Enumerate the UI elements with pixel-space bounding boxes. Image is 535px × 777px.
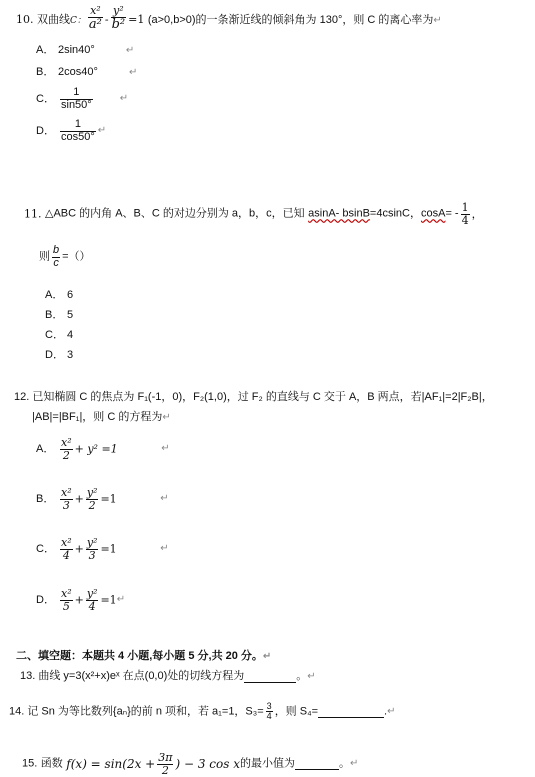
paragraph-mark-icon: ↵ [119, 93, 129, 105]
q14-number: 14. [9, 705, 25, 718]
q12-line1: 12. 已知椭圆 C 的焦点为 F₁(-1，0)，F₂(1,0)，过 F₂ 的直线与 C 交于 A，B 两点，若|AF₁|=2|F₂B|， [14, 391, 493, 403]
paragraph-mark-icon: ↵ [160, 493, 169, 505]
q10-eq: =1 [128, 13, 145, 27]
q14-stem: 14. 记 Sn 为等比数列{aₙ}的前 n 项和，若 a₁=1，S₃= $\frac{3}{4}$ ，则 S₄= .↵ [9, 701, 396, 722]
q13-number: 13. [20, 670, 36, 682]
paragraph-mark-icon: ↵ [162, 412, 171, 423]
paragraph-mark-icon: ↵ [97, 125, 107, 137]
q11-option-a: A． 6 [45, 289, 74, 301]
q11-option-c: C． 4 [45, 329, 74, 341]
q12-option-d: D． $\frac{\text{x²}}{5}$ + $\frac{\text{y²}}{4}$ =1↵ [36, 587, 126, 613]
q10-option-d: D． $\frac{1}{\cos 50^\circ}$ ↵ [36, 118, 107, 143]
q10-number: 10. [16, 13, 34, 27]
q11-option-b: B． 5 [45, 309, 74, 321]
section2-heading: 二、填空题：本题共 4 小题,每小题 5 分,共 20 分。↵ [16, 650, 272, 662]
q15-answer-blank[interactable] [295, 758, 339, 770]
q10-option-c: C． $\frac{1}{\sin 50^\circ}$ ↵ [36, 86, 129, 111]
paragraph-mark-icon: ↵ [125, 45, 135, 56]
q13-answer-blank[interactable] [244, 671, 296, 683]
q15-number: 15. [22, 757, 38, 770]
q11-number: 11. [24, 207, 42, 221]
q12-option-a: A． $\frac{\text{x²}}{2}$ + y² =1 ↵ [36, 436, 170, 462]
paragraph-mark-icon: ↵ [262, 651, 272, 662]
q11-stem: 11. △ABC 的内角 A、B、C 的对边分别为 a，b，c，已知 asinA- bsinB=4csinC，cosA= - $\frac{1}{4}$ ， [24, 201, 483, 227]
q10-c-label: C： [70, 16, 86, 27]
paragraph-mark-icon: ↵ [116, 594, 126, 606]
q10-cond: (a>0,b>0)的一条渐近线的倾斜角为 130°，则 C 的离心率为 [147, 14, 434, 27]
paragraph-mark-icon: ↵ [161, 443, 170, 455]
q13-stem: 13. 曲线 y=3(x²+x)eˣ 在点(0,0)处的切线方程为 。↵ [20, 670, 316, 682]
paragraph-mark-icon: ↵ [160, 543, 169, 555]
q11-line2: 则 $\frac{b}{c}$ =（） [39, 244, 91, 269]
paragraph-mark-icon: ↵ [349, 758, 359, 770]
paragraph-mark-icon: ↵ [387, 705, 396, 717]
q10-stem: 10. 双曲线C： $\frac{\text{x²}}{\text{a²}}$ - $\frac{\text{y²}}{\text{b²}}$ =1 (a>0,b>0)的一条渐近线的倾斜角为 130°，则 C 的离心率为↵ [16, 4, 442, 32]
q10-frac-x: $\frac{\text{x²}}{\text{a²}}$ [88, 4, 102, 32]
q12-option-b: B． $\frac{\text{x²}}{3}$ + $\frac{\text{y²}}{2}$ =1 ↵ [36, 486, 169, 512]
paragraph-mark-icon: ↵ [307, 671, 316, 682]
paragraph-mark-icon: ↵ [128, 67, 138, 78]
q12-number: 12. [14, 391, 30, 403]
q11-option-d: D． 3 [45, 349, 74, 361]
q10-option-a: A． 2sin40° ↵ [36, 44, 135, 56]
paragraph-mark-icon: ↵ [433, 15, 442, 27]
q15-stem: 15. 函数 f(x) = sin(2x + $\frac{3\pi}{2}$ ) − 3 cos x的最小值为 。↵ [22, 751, 359, 777]
q10-option-b: B． 2cos40° ↵ [36, 66, 138, 78]
q10-frac-y: $\frac{\text{y²}}{\text{b²}}$ [111, 4, 126, 32]
q12-option-c: C． $\frac{\text{x²}}{4}$ + $\frac{\text{y²}}{3}$ =1 ↵ [36, 536, 169, 562]
q10-prefix: 双曲线 [37, 14, 70, 27]
q12-line2: |AB|=|BF₁|，则 C 的方程为↵ [32, 411, 171, 423]
q14-answer-blank[interactable] [318, 706, 384, 718]
